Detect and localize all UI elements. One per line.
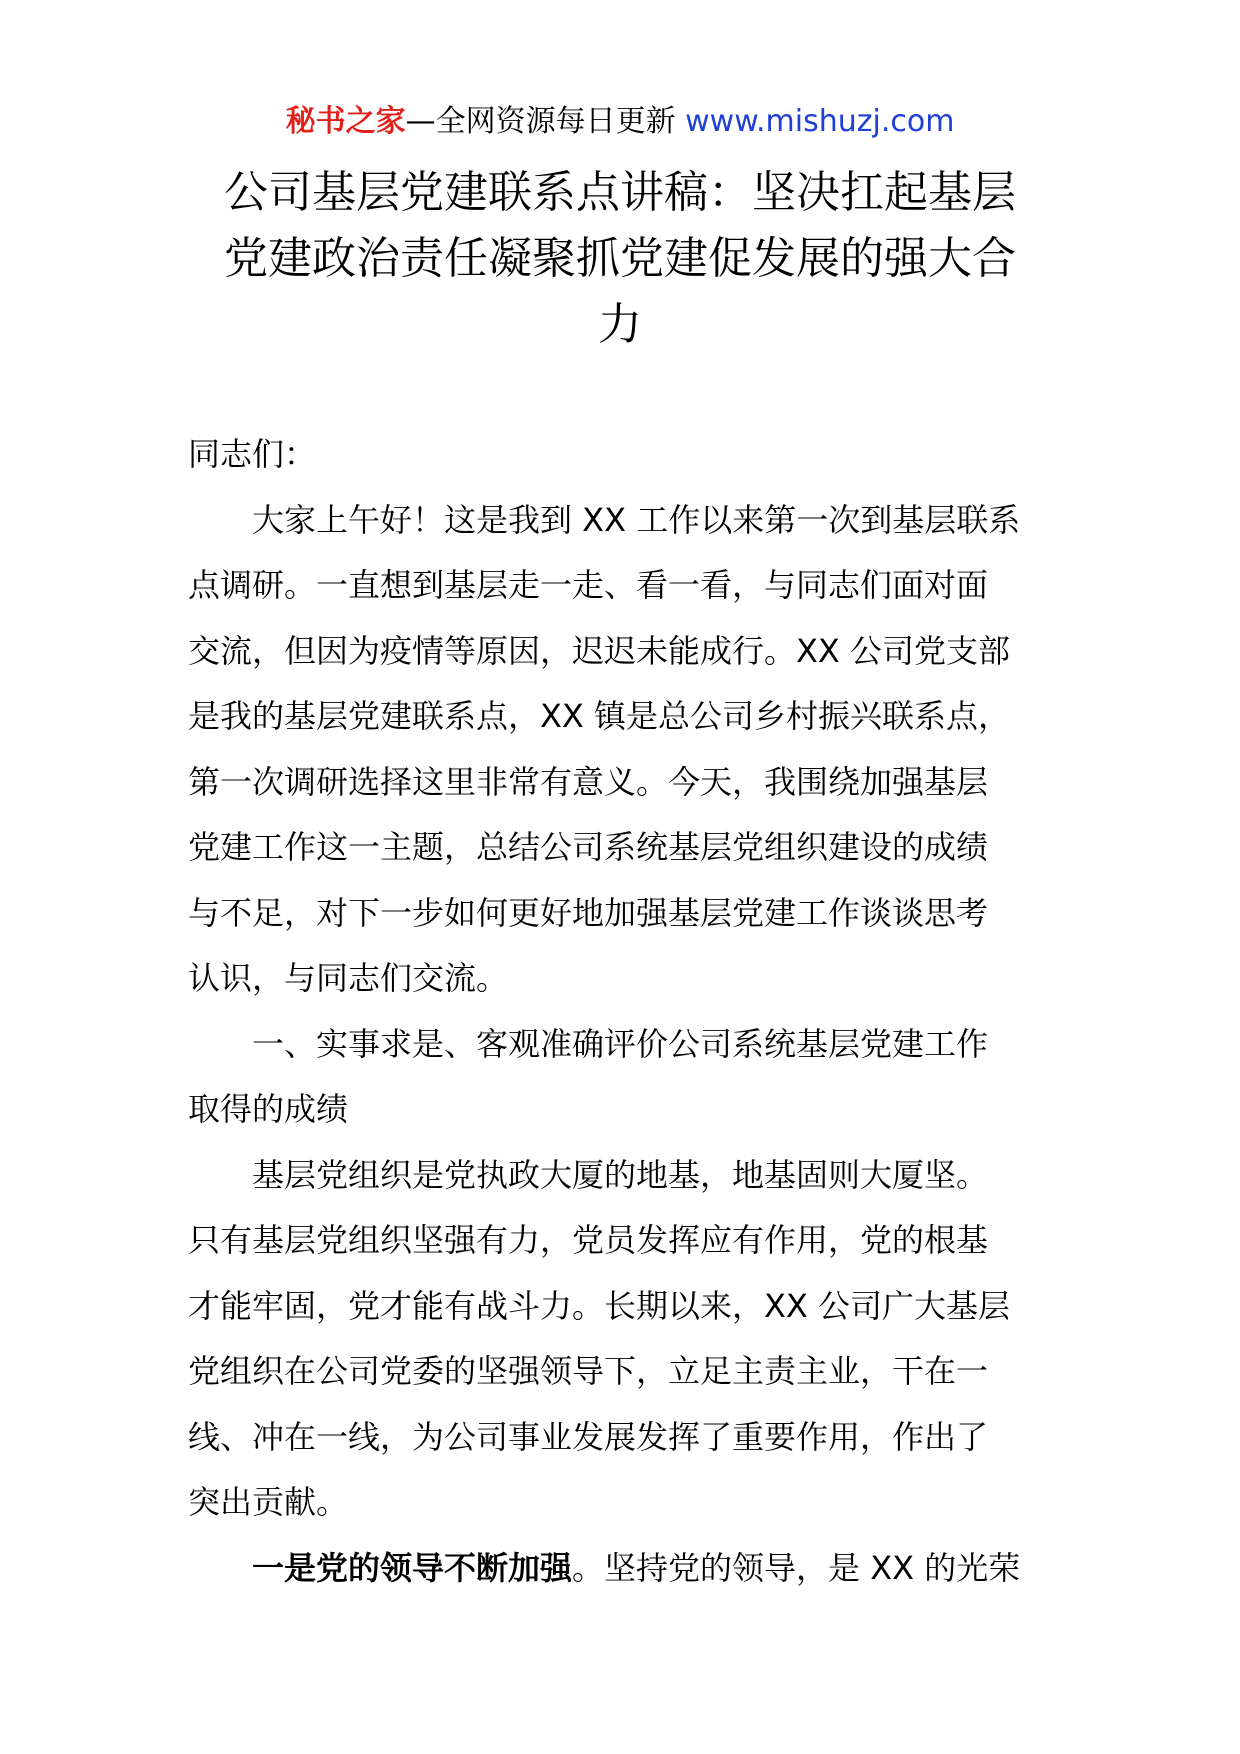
intro-paragraph (188, 488, 1054, 1012)
document-body (188, 422, 1054, 1601)
text-line: 是我的基层党建联系点，XX 镇是总公司乡村振兴联系点， (188, 697, 1011, 735)
text-line: 点调研。一直想到基层走一走、看一看，与同志们面对面 (188, 566, 989, 604)
text-line: 基层党组织是党执政大厦的地基，地基固则大厦坚。 (252, 1155, 989, 1194)
text-line: 交流，但因为疫情等原因，迟迟未能成行。XX 公司党支部 (188, 631, 1011, 670)
title-line: 力 (598, 299, 642, 350)
brand-tagline: —全网资源每日更新 (405, 104, 676, 139)
text-line: 只有基层党组织坚强有力，党员发挥应有作用，党的根基 (188, 1221, 989, 1259)
title-line: 公司基层党建联系点讲稿：坚决扛起基层 (224, 167, 1016, 218)
text-line: 大家上午好！这是我到 XX 工作以来第一次到基层联系 (252, 500, 1021, 539)
text-line: 才能牢固，党才能有战斗力。长期以来，XX 公司广大基层 (188, 1286, 1011, 1325)
salutation (188, 422, 1054, 488)
text-line: 线、冲在一线，为公司事业发展发挥了重要作用，作出了 (188, 1417, 989, 1456)
site-header-banner (0, 102, 1240, 142)
text-line: 认识，与同志们交流。 (188, 959, 509, 997)
point-lead-text: 一是党的领导不断加强 (252, 1548, 573, 1587)
site-url-link[interactable]: www.mishuzj.com (685, 104, 955, 139)
section-heading (188, 1012, 1054, 1143)
title-line: 党建政治责任凝聚抓党建促发展的强大合 (224, 233, 1016, 284)
heading-line: 取得的成绩 (188, 1090, 349, 1128)
text-line: 第一次调研选择这里非常有意义。今天，我围绕加强基层 (188, 762, 989, 801)
point-line (188, 1536, 1054, 1602)
text-line: 党组织在公司党委的坚强领导下，立足主责主业，干在一 (188, 1352, 989, 1390)
salutation-text: 同志们： (188, 435, 317, 473)
document-title (180, 160, 1060, 358)
section-paragraph (188, 1143, 1054, 1536)
heading-line: 一、实事求是、客观准确评价公司系统基层党建工作 (252, 1024, 989, 1063)
point-paragraph (188, 1536, 1054, 1602)
text-line: 党建工作这一主题，总结公司系统基层党组织建设的成绩 (188, 828, 989, 866)
text-line: 突出贡献。 (188, 1483, 349, 1521)
brand-name: 秘书之家 (285, 104, 406, 139)
point-rest-text: 。坚持党的领导，是 XX 的光荣 (572, 1548, 1021, 1587)
text-line: 与不足，对下一步如何更好地加强基层党建工作谈谈思考 (188, 893, 989, 932)
